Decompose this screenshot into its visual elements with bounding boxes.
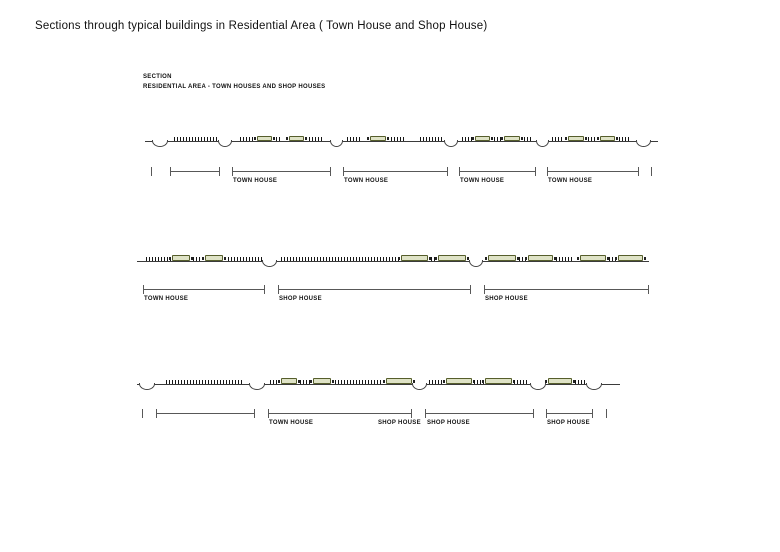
hatch-marks bbox=[240, 137, 254, 141]
dimension-label: TOWN HOUSE bbox=[460, 178, 505, 184]
hatch-marks bbox=[347, 137, 360, 141]
dimension-tick bbox=[533, 409, 534, 418]
drain-arc bbox=[586, 383, 602, 390]
dimension-line bbox=[425, 413, 533, 414]
building-block bbox=[257, 136, 272, 141]
dimension-line bbox=[459, 171, 535, 172]
dimension-line bbox=[170, 171, 219, 172]
section-heading: SECTION bbox=[143, 74, 172, 80]
dimension-tick bbox=[278, 285, 279, 294]
dimension-label: TOWN HOUSE bbox=[344, 178, 389, 184]
drain-arc bbox=[536, 140, 549, 147]
building-block bbox=[289, 136, 304, 141]
building-block bbox=[370, 136, 386, 141]
dimension-tick bbox=[592, 409, 593, 418]
dimension-tick bbox=[142, 409, 143, 418]
drain-arc bbox=[636, 140, 651, 147]
building-block bbox=[401, 255, 428, 261]
hatch-marks bbox=[524, 137, 533, 141]
dimension-label: TOWN HOUSE bbox=[269, 420, 314, 426]
building-block bbox=[438, 255, 466, 261]
dimension-label: TOWN HOUSE bbox=[144, 296, 189, 302]
dimension-tick bbox=[546, 409, 547, 418]
drain-arc bbox=[412, 383, 427, 390]
hatch-marks bbox=[556, 257, 574, 261]
drain-arc bbox=[139, 383, 155, 390]
building-block bbox=[281, 378, 297, 384]
hatch-marks bbox=[429, 380, 443, 384]
dimension-tick bbox=[425, 409, 426, 418]
dimension-label: SHOP HOUSE bbox=[427, 420, 470, 426]
dimension-tick bbox=[447, 167, 448, 176]
hatch-marks bbox=[281, 257, 399, 261]
dimension-tick bbox=[470, 285, 471, 294]
hatch-marks bbox=[174, 137, 217, 141]
building-block bbox=[488, 255, 516, 261]
dimension-label: SHOP HOUSE bbox=[547, 420, 590, 426]
drain-arc bbox=[469, 260, 483, 267]
hatch-marks bbox=[276, 137, 282, 141]
building-block bbox=[528, 255, 553, 261]
building-block bbox=[172, 255, 190, 261]
building-block bbox=[446, 378, 472, 384]
dimension-line bbox=[278, 289, 470, 290]
hatch-marks bbox=[552, 137, 563, 141]
dimension-tick bbox=[651, 167, 652, 176]
dimension-line bbox=[268, 413, 411, 414]
hatch-marks bbox=[228, 257, 262, 261]
dimension-tick bbox=[170, 167, 171, 176]
drain-arc bbox=[330, 140, 343, 147]
building-block bbox=[618, 255, 643, 261]
hatch-marks bbox=[270, 380, 278, 384]
dimension-tick bbox=[156, 409, 157, 418]
page-title: Sections through typical buildings in Residential Area ( Town House and Shop House) bbox=[35, 20, 488, 32]
building-block bbox=[600, 136, 615, 141]
ground-line bbox=[137, 384, 620, 385]
dimension-tick bbox=[268, 409, 269, 418]
dimension-tick bbox=[459, 167, 460, 176]
dimension-tick bbox=[151, 167, 152, 176]
building-block bbox=[548, 378, 572, 384]
dimension-label: SHOP HOUSE bbox=[485, 296, 528, 302]
dimension-line bbox=[232, 171, 330, 172]
dimension-tick bbox=[343, 167, 344, 176]
building-block bbox=[205, 255, 223, 261]
building-block bbox=[580, 255, 606, 261]
hatch-marks bbox=[494, 137, 501, 141]
hatch-marks bbox=[514, 380, 528, 384]
dimension-tick bbox=[648, 285, 649, 294]
dimension-label: SHOP HOUSE bbox=[279, 296, 322, 302]
drain-arc bbox=[249, 383, 265, 390]
dimension-label: TOWN HOUSE bbox=[548, 178, 593, 184]
dimension-line bbox=[143, 289, 264, 290]
ground-line bbox=[137, 261, 649, 262]
hatch-marks bbox=[619, 137, 630, 141]
dimension-line bbox=[547, 171, 638, 172]
dimension-label: TOWN HOUSE bbox=[233, 178, 278, 184]
dimension-tick bbox=[264, 285, 265, 294]
building-block bbox=[475, 136, 490, 141]
dimension-tick bbox=[330, 167, 331, 176]
drain-arc bbox=[262, 260, 277, 267]
section-subheading: RESIDENTIAL AREA - TOWN HOUSES AND SHOP HOUSES bbox=[143, 84, 326, 90]
hatch-marks bbox=[420, 137, 442, 141]
dimension-tick bbox=[638, 167, 639, 176]
hatch-marks bbox=[335, 380, 381, 384]
hatch-marks bbox=[575, 380, 585, 384]
dimension-tick bbox=[606, 409, 607, 418]
hatch-marks bbox=[588, 137, 597, 141]
hatch-marks bbox=[462, 137, 472, 141]
building-block bbox=[568, 136, 584, 141]
dimension-tick bbox=[411, 409, 412, 418]
building-block bbox=[504, 136, 520, 141]
building-block bbox=[313, 378, 331, 384]
hatch-marks bbox=[193, 257, 201, 261]
drain-arc bbox=[218, 140, 232, 147]
dimension-tick bbox=[254, 409, 255, 418]
drain-arc bbox=[530, 383, 546, 390]
drain-arc bbox=[152, 140, 168, 147]
drain-arc bbox=[444, 140, 458, 147]
dimension-tick bbox=[535, 167, 536, 176]
hatch-marks bbox=[166, 380, 242, 384]
dimension-line bbox=[156, 413, 254, 414]
dimension-tick bbox=[547, 167, 548, 176]
dimension-tick bbox=[143, 285, 144, 294]
building-block bbox=[485, 378, 512, 384]
hatch-marks bbox=[391, 137, 405, 141]
dimension-line bbox=[484, 289, 648, 290]
building-block bbox=[386, 378, 412, 384]
dimension-tick bbox=[219, 167, 220, 176]
dimension-line bbox=[546, 413, 592, 414]
dimension-line bbox=[343, 171, 447, 172]
dimension-label: SHOP HOUSE bbox=[378, 420, 421, 426]
dimension-tick bbox=[484, 285, 485, 294]
hatch-marks bbox=[309, 137, 322, 141]
dimension-tick bbox=[232, 167, 233, 176]
